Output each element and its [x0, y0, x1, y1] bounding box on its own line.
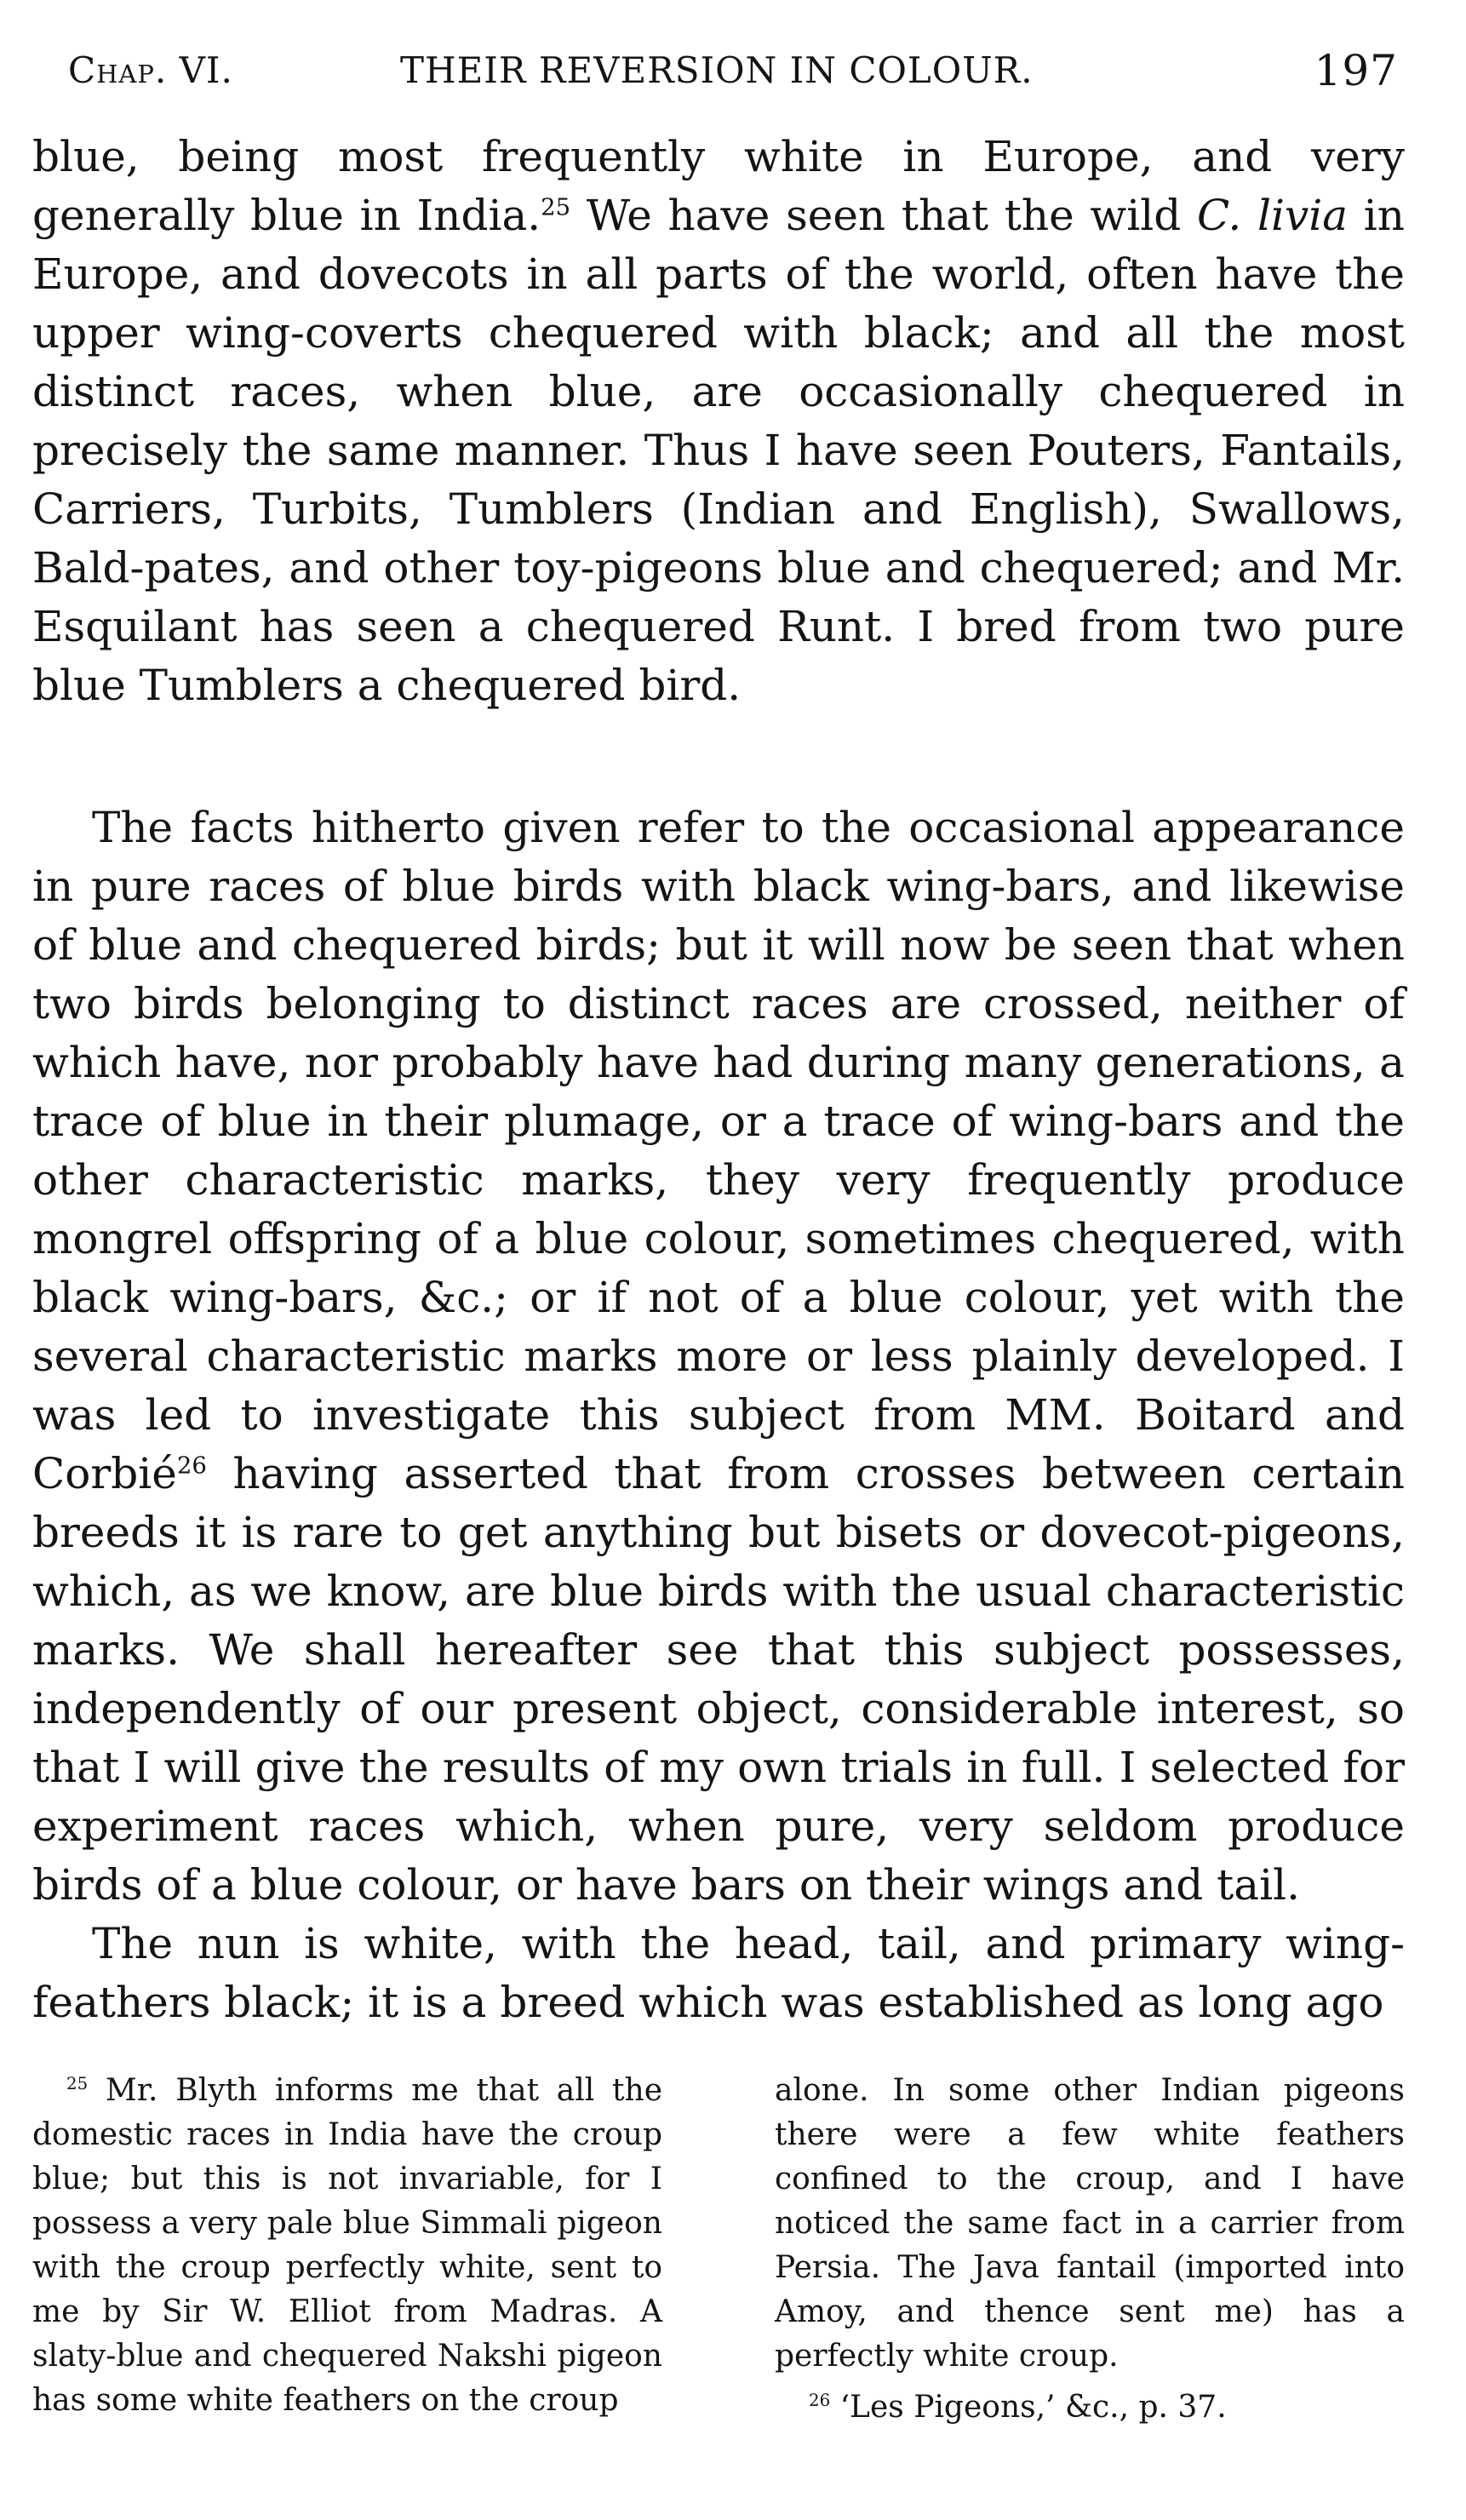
footnote-ref-26: 26: [176, 1452, 207, 1480]
paragraph-1: [32, 128, 1405, 715]
footnote-ref-25: 25: [541, 193, 571, 221]
footnote-column-right: [775, 2069, 1405, 2430]
running-title: THEIR REVERSION IN COLOUR.: [400, 49, 1034, 91]
footnote-26-mark: 26: [809, 2391, 831, 2410]
paragraph-2-text-b: having asserted that from crosses between certain breeds it is rare to get anything but bisets or dovecot-pigeons, which, as we know, are blue birds with the usual characteristic marks. We shall hereafter see that this subject possesses, independently of our present object, considerable interest, so that I will give the results of my own trials in full. I selected for experiment races which, when pure, very seldom produce birds of a blue colour, or have bars on their wings and tail.: [32, 1449, 1405, 1910]
paragraph-1-text-c: in Europe, and dovecots in all parts of the world, often have the upper wing-coverts chequered with black; and all the most distinct races, when blue, are occasionally chequered in precisely the same manner. Thus I have seen Pouters, Fantails, Carriers, Turbits, Tumblers (Indian and English), Swallows, Bald-pates, and other toy-pigeons blue and chequered; and Mr. Esquilant has seen a chequered Runt. I bred from two pure blue Tumblers a chequered bird.: [32, 191, 1406, 710]
footnote-26: [775, 2385, 1405, 2430]
footnote-25: [32, 2069, 662, 2423]
paragraph-3: The nun is white, with the head, tail, and primary wing-feathers black; it is a breed which was established as long ago: [32, 1919, 1405, 2027]
species-name-italic: C. livia: [1196, 191, 1349, 240]
chapter-label: Chap. VI.: [68, 49, 233, 91]
footnote-25-continued: alone. In some other Indian pigeons there were a few white feathers confined to the croup, and I have noticed the same fact in a carrier from Persia. The Java fantail (imported into Amoy, and thence sent me) has a perfectly white croup.: [775, 2073, 1405, 2374]
paragraph-1-text-a: blue, being most frequently white in Europe, and very generally blue in India.: [32, 132, 1405, 240]
footnote-26-text: ‘Les Pigeons,’ &c., p. 37.: [830, 2390, 1227, 2425]
main-text: [32, 128, 1405, 2032]
footnote-column-left: [32, 2069, 662, 2430]
paragraph-2-text-a: The facts hitherto given refer to the occasional appearance in pure races of blue birds with black wing-bars, and likewise of blue and chequered birds; but it will now be seen that when two birds belonging to distinct races are crossed, neither of which have, nor probably have had during many generations, a trace of blue in their plumage, or a trace of wing-bars and the other characteristic marks, they very frequently produce mongrel offspring of a blue colour, sometimes chequered, with black wing-bars, &c.; or if not of a blue colour, yet with the several characteristic marks more or less plainly developed. I was led to investigate this subject from MM. Boitard and Corbié: [32, 803, 1405, 1498]
footnote-25-mark: 25: [66, 2074, 89, 2093]
paragraph-1-text-b: We have seen that the wild: [570, 191, 1197, 240]
footnote-25-text: Mr. Blyth informs me that all the domestic races in India have the croup blue; but this is not invariable, for I possess a very pale blue Simmali pigeon with the croup perfectly white, sent to me by Sir W. Elliot from Madras. A slaty-blue and chequered Nakshi pigeon has some white feathers on the croup: [32, 2073, 662, 2418]
paragraph-2: [32, 799, 1405, 1915]
footnotes: [32, 2069, 1405, 2430]
page-number: 197: [1314, 46, 1398, 95]
running-head: [60, 46, 1406, 100]
